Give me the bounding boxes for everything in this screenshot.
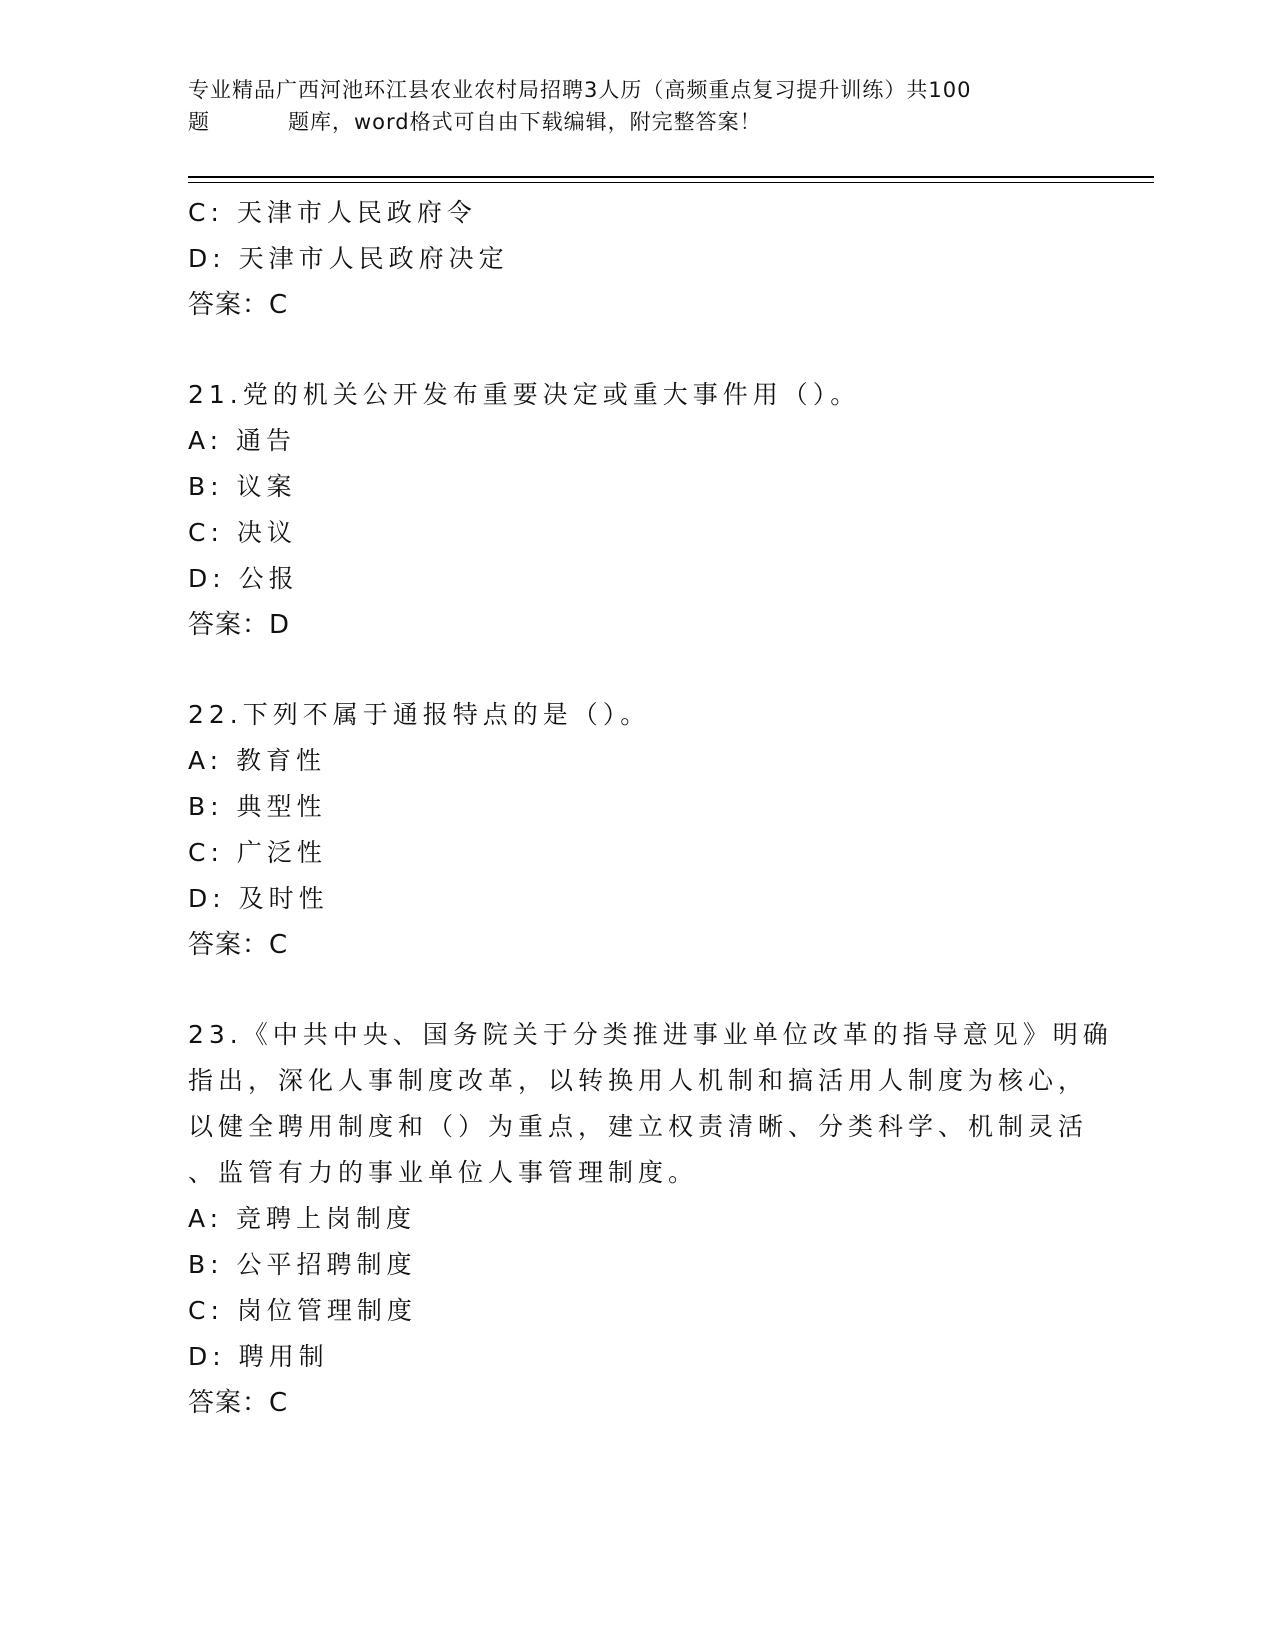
question-text: 22.下列不属于通报特点的是（）。	[188, 700, 651, 729]
option-c: C: 岗位管理制度	[188, 1296, 417, 1325]
header-rule-thin	[188, 182, 1154, 183]
option-c: C: 天津市人民政府令	[188, 198, 477, 227]
header-rule-thick	[188, 176, 1154, 178]
option-b: B: 公平招聘制度	[188, 1250, 417, 1279]
question-text-line: 、监管有力的事业单位人事管理制度。	[188, 1158, 699, 1187]
question-22	[188, 692, 1088, 968]
option-b: B: 典型性	[188, 792, 327, 821]
header-title-line-2	[188, 106, 1088, 138]
question-text-line: 23.《中共中央、国务院关于分类推进事业单位改革的指导意见》明确	[188, 1020, 1113, 1049]
answer: 答案：C	[188, 290, 289, 320]
question-text-line: 指出，深化人事制度改革，以转换用人机制和搞活用人制度为核心，	[188, 1066, 1089, 1095]
option-c: C: 决议	[188, 518, 297, 547]
question-content	[188, 190, 1113, 1426]
option-b: B: 议案	[188, 472, 297, 501]
answer: 答案：C	[188, 1388, 289, 1418]
question-text: 21.党的机关公开发布重要决定或重大事件用（）。	[188, 380, 861, 409]
option-d: D: 天津市人民政府决定	[188, 244, 509, 273]
question-text-line: 以健全聘用制度和（）为重点，建立权责清晰、分类科学、机制灵活	[188, 1112, 1089, 1141]
option-c: C: 广泛性	[188, 838, 327, 867]
question-23	[188, 1012, 1113, 1426]
answer: 答案：C	[188, 930, 289, 960]
option-a: A: 竞聘上岗制度	[188, 1204, 417, 1233]
header-title-fragment: 题	[188, 110, 210, 134]
option-d: D: 聘用制	[188, 1342, 329, 1371]
option-d: D: 公报	[188, 564, 299, 593]
header-title-line-1: 专业精品广西河池环江县农业农村局招聘3人历（高频重点复习提升训练）共100	[188, 78, 972, 102]
question-21	[188, 372, 1088, 648]
answer: 答案：D	[188, 610, 291, 640]
page-header	[188, 74, 1088, 138]
previous-question-continuation	[188, 190, 1088, 328]
option-a: A: 教育性	[188, 746, 327, 775]
header-title-fragment: 题库，word格式可自由下载编辑，附完整答案！	[288, 110, 762, 134]
option-d: D: 及时性	[188, 884, 329, 913]
option-a: A: 通告	[188, 426, 297, 455]
